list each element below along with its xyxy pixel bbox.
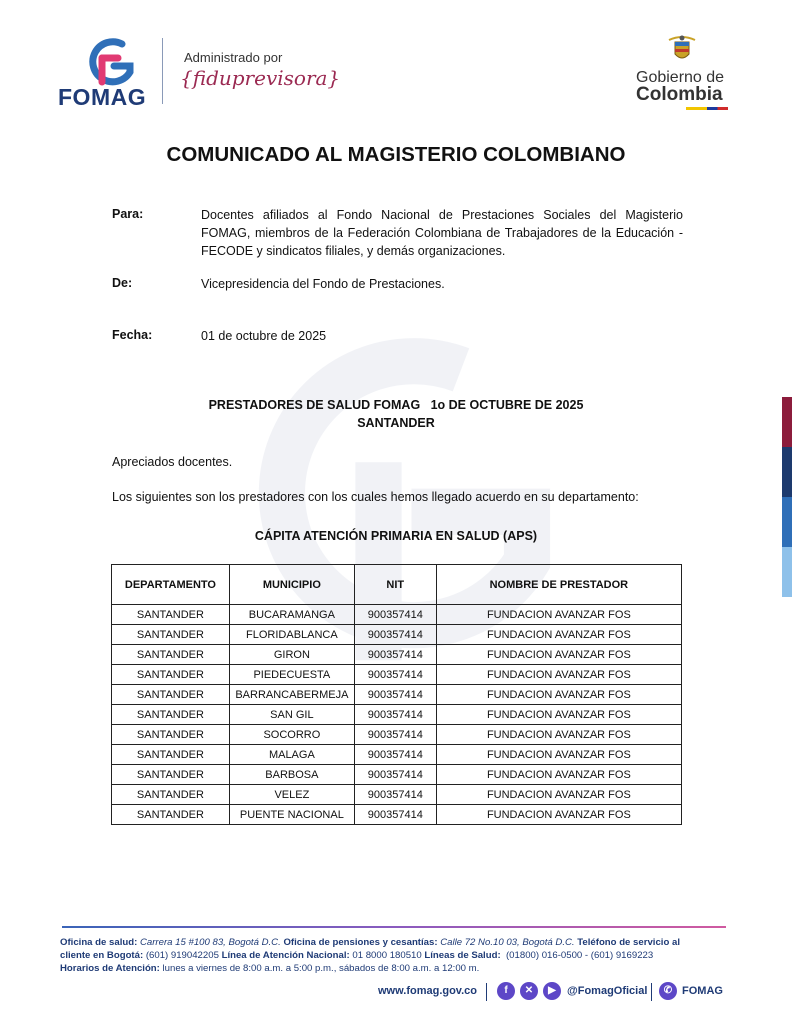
- de-label: De:: [112, 276, 133, 290]
- whatsapp-icon[interactable]: ✆: [659, 982, 677, 1000]
- cell-departamento: SANTANDER: [112, 665, 230, 685]
- cell-municipio: SOCORRO: [229, 725, 354, 745]
- administered-by-label: Administrado por: [184, 50, 283, 65]
- table-row: [112, 745, 682, 765]
- table-row: [112, 645, 682, 665]
- side-bar-lightblue: [782, 547, 792, 597]
- cell-nit: 900357414: [354, 665, 436, 685]
- gov-logo-line1: Gobierno de: [636, 69, 725, 86]
- cell-departamento: SANTANDER: [112, 725, 230, 745]
- footer-value: (601) 919042205: [143, 950, 222, 961]
- header-departamento: DEPARTAMENTO: [112, 565, 230, 605]
- cell-nit: 900357414: [354, 765, 436, 785]
- subtitle-line1: PRESTADORES DE SALUD FOMAG 1o DE OCTUBRE DE 2025: [208, 398, 584, 412]
- cell-municipio: MALAGA: [229, 745, 354, 765]
- cell-departamento: SANTANDER: [112, 705, 230, 725]
- footer-value: Carrera 15 #100 83, Bogotá D.C.: [137, 937, 284, 948]
- header-municipio: MUNICIPIO: [229, 565, 354, 605]
- footer-value: (01800) 016-0500 - (601) 9169223: [500, 950, 654, 961]
- footer-line-3: [60, 962, 728, 975]
- cell-prestador: FUNDACION AVANZAR FOS: [436, 745, 681, 765]
- cell-nit: 900357414: [354, 805, 436, 825]
- cell-municipio: GIRON: [229, 645, 354, 665]
- footer-value: lunes a viernes de 8:00 a.m. a 5:00 p.m., sábados de 8:00 a.m. a 12:00 m.: [159, 963, 480, 974]
- social-handle[interactable]: @FomagOficial: [567, 985, 648, 997]
- footer-label: Horarios de Atención:: [60, 963, 160, 974]
- cell-prestador: FUNDACION AVANZAR FOS: [436, 705, 681, 725]
- header-divider: [162, 38, 163, 104]
- cell-prestador: FUNDACION AVANZAR FOS: [436, 725, 681, 745]
- cell-municipio: BUCARAMANGA: [229, 605, 354, 625]
- side-bar-maroon: [782, 397, 792, 447]
- website-link[interactable]: www.fomag.gov.co: [378, 985, 478, 997]
- footer-label: Línea de Atención Nacional:: [221, 950, 350, 961]
- table-row: [112, 765, 682, 785]
- table-row: [112, 785, 682, 805]
- footer-separator: [486, 983, 487, 1001]
- cell-prestador: FUNDACION AVANZAR FOS: [436, 645, 681, 665]
- fiduprevisora-logo: {fiduprevisora}: [180, 66, 341, 90]
- cell-departamento: SANTANDER: [112, 645, 230, 665]
- cell-nit: 900357414: [354, 645, 436, 665]
- table-row: [112, 665, 682, 685]
- cell-departamento: SANTANDER: [112, 625, 230, 645]
- greeting: Apreciados docentes.: [112, 455, 233, 469]
- youtube-icon[interactable]: ▶: [543, 982, 561, 1000]
- cell-municipio: VELEZ: [229, 785, 354, 805]
- fomag-logo-text: FOMAG: [58, 84, 147, 110]
- header-nit: NIT: [354, 565, 436, 605]
- cell-nit: 900357414: [354, 705, 436, 725]
- table-row: [112, 725, 682, 745]
- cell-departamento: SANTANDER: [112, 785, 230, 805]
- footer-separator: [651, 983, 652, 1001]
- footer-line-2: [60, 949, 728, 962]
- fecha-label: Fecha:: [112, 328, 153, 342]
- para-label: Para:: [112, 207, 144, 221]
- whatsapp-label[interactable]: FOMAG: [682, 985, 723, 997]
- table-row: [112, 605, 682, 625]
- footer-line-1: [60, 936, 728, 949]
- table-row: [112, 705, 682, 725]
- fecha-value: 01 de octubre de 2025: [201, 329, 327, 343]
- cell-municipio: FLORIDABLANCA: [229, 625, 354, 645]
- subtitle-line2: SANTANDER: [357, 416, 435, 430]
- cell-prestador: FUNDACION AVANZAR FOS: [436, 685, 681, 705]
- cell-prestador: FUNDACION AVANZAR FOS: [436, 605, 681, 625]
- cell-municipio: PIEDECUESTA: [229, 665, 354, 685]
- header-nombre-prestador: NOMBRE DE PRESTADOR: [436, 565, 681, 605]
- footer-label: Oficina de pensiones y cesantías:: [283, 937, 438, 948]
- cell-nit: 900357414: [354, 685, 436, 705]
- providers-table: [111, 564, 682, 825]
- footer-value: 01 8000 180510: [349, 950, 425, 961]
- cell-nit: 900357414: [354, 625, 436, 645]
- cell-departamento: SANTANDER: [112, 605, 230, 625]
- cell-prestador: FUNDACION AVANZAR FOS: [436, 805, 681, 825]
- footer-label: Teléfono de servicio al: [577, 937, 680, 948]
- cell-departamento: SANTANDER: [112, 765, 230, 785]
- cell-prestador: FUNDACION AVANZAR FOS: [436, 765, 681, 785]
- facebook-icon[interactable]: f: [497, 982, 515, 1000]
- cell-municipio: BARBOSA: [229, 765, 354, 785]
- footer-label: Oficina de salud:: [60, 937, 138, 948]
- gov-logo-line2: Colombia: [636, 84, 723, 105]
- table-row: [112, 805, 682, 825]
- table-row: [112, 685, 682, 705]
- cell-nit: 900357414: [354, 785, 436, 805]
- cell-departamento: SANTANDER: [112, 745, 230, 765]
- cell-departamento: SANTANDER: [112, 685, 230, 705]
- table-row: [112, 625, 682, 645]
- footer-value: Calle 72 No.10 03, Bogotá D.C.: [437, 937, 578, 948]
- cell-nit: 900357414: [354, 745, 436, 765]
- side-bar-blue: [782, 497, 792, 547]
- de-value: Vicepresidencia del Fondo de Prestaciones.: [201, 277, 445, 291]
- footer-divider: [62, 926, 726, 928]
- x-icon[interactable]: ✕: [520, 982, 538, 1000]
- para-value: Docentes afiliados al Fondo Nacional de Prestaciones Sociales del Magisterio FOMAG, miembros de la Federación Colombiana de Trabajadores de la Educación - FECODE y sindicatos filiales, y demás organizaciones.: [201, 208, 683, 258]
- cell-municipio: BARRANCABERMEJA: [229, 685, 354, 705]
- cell-nit: 900357414: [354, 725, 436, 745]
- page-title: COMUNICADO AL MAGISTERIO COLOMBIANO: [166, 143, 626, 166]
- cell-prestador: FUNDACION AVANZAR FOS: [436, 785, 681, 805]
- cell-prestador: FUNDACION AVANZAR FOS: [436, 665, 681, 685]
- cell-nit: 900357414: [354, 605, 436, 625]
- cell-departamento: SANTANDER: [112, 805, 230, 825]
- cell-prestador: FUNDACION AVANZAR FOS: [436, 625, 681, 645]
- footer-label: cliente en Bogotá:: [60, 950, 144, 961]
- table-header-row: [112, 565, 682, 605]
- footer-label: Líneas de Salud:: [424, 950, 501, 961]
- colombia-flag-bar: [686, 107, 728, 110]
- cell-municipio: SAN GIL: [229, 705, 354, 725]
- table-title: CÁPITA ATENCIÓN PRIMARIA EN SALUD (APS): [254, 529, 538, 543]
- colombia-shield-icon: [665, 34, 699, 66]
- side-bar-navy: [782, 447, 792, 497]
- cell-municipio: PUENTE NACIONAL: [229, 805, 354, 825]
- intro-paragraph: Los siguientes son los prestadores con los cuales hemos llegado acuerdo en su departamento:: [112, 490, 639, 504]
